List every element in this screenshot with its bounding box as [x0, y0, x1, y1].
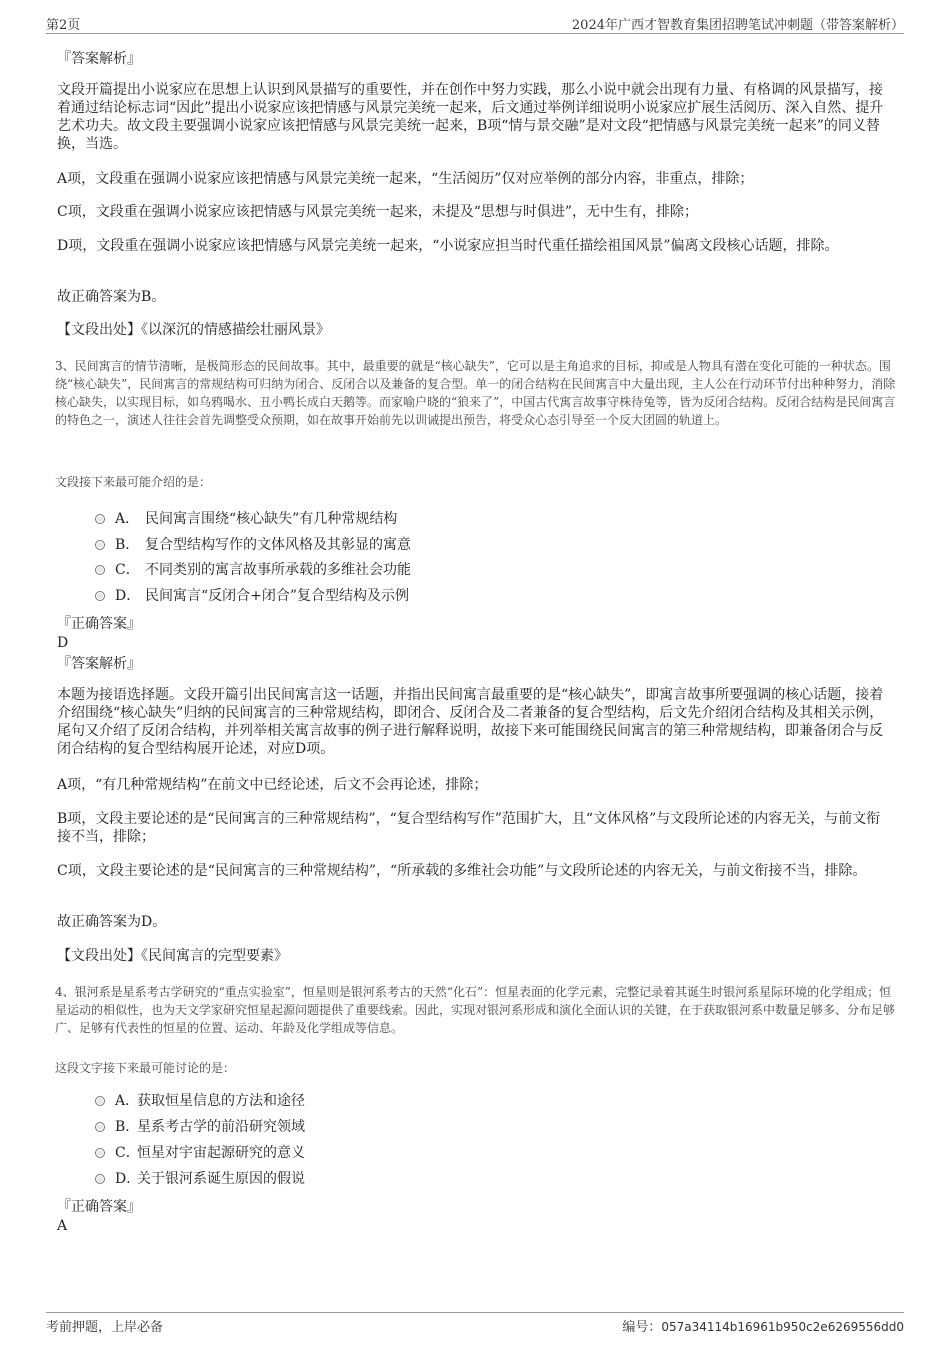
option-text: 民间寓言围绕“核心缺失”有几种常规结构 — [145, 511, 398, 527]
option-d-note: D项，文段重在强调小说家应该把情感与风景完美统一起来，“小说家应担当时代重任描绘祖国风景”偏离文段核心话题，排除。 — [57, 238, 839, 254]
question-3-option-d[interactable] — [95, 587, 409, 605]
option-text: 不同类别的寓言故事所承载的多维社会功能 — [145, 562, 411, 578]
option-key: A． — [115, 511, 140, 527]
question-4-prompt: 这段文字接下来最可能讨论的是： — [55, 1061, 236, 1075]
page-footer — [46, 1312, 904, 1338]
option-key: D． — [115, 588, 141, 604]
passage-source: 【文段出处】《以深沉的情感描绘壮丽风景》 — [57, 322, 330, 338]
question-4-passage: 4、银河系是星系考古学研究的“重点实验室”，恒星则是银河系考古的天然“化石”：恒星表面的化学元素，完整记录着其诞生时银河系星际环境的化学组成；恒星运动的相似性，也为天文学家研究恒星起源问题提供了重要线索。因此，实现对银河系形成和演化全面认识的关键，在于获取银河系中数量足够多、分布足够广、足够有代表性的恒星的位置、运动、年龄及化学组成等信息。 — [55, 985, 896, 1035]
option-a-note: A项，文段重在强调小说家应该把情感与风景完美统一起来，“生活阅历”仅对应举例的部分内容，非重点，排除； — [57, 171, 754, 187]
code-value: 057a34114b16961b950c2e6269556dd0 — [661, 1320, 904, 1334]
question-4-option-b[interactable] — [95, 1118, 305, 1136]
option-text: 星系考古学的前沿研究领域 — [137, 1119, 305, 1135]
answer-value: D — [57, 635, 69, 651]
option-text: 关于银河系诞生原因的假说 — [137, 1171, 305, 1187]
question-4-option-c[interactable] — [95, 1144, 305, 1162]
radio-icon[interactable] — [95, 514, 105, 524]
answer-label: 『正确答案』 — [57, 1199, 141, 1215]
question-3-passage: 3、民间寓言的情节清晰，是极简形态的民间故事。其中，最重要的就是“核心缺失”，它可以是主角追求的目标，抑或是人物具有潜在变化可能的一种状态。围绕“核心缺失”，民间寓言的常规结构可归纳为闭合、反闭合以及兼备的复合型。单一的闭合结构在民间寓言中大量出现，主人公在行动环节付出种种努力，消除核心缺失，以实现目标，如乌鸦喝水、丑小鸭长成白天鹅等。而家喻户晓的“狼来了”，中国古代寓言故事守株待兔等，皆为反闭合结构。反闭合结构是民间寓言的特色之一，演述人往往会首先调整受众预期，如在故事开始前先以训诫提出预告，将受众心态引导至一个反大团圆的轨道上。 — [55, 359, 896, 427]
option-a-note: A项，“有几种常规结构”在前文中已经论述，后文不会再论述，排除； — [57, 777, 488, 793]
question-3-option-c[interactable] — [95, 561, 411, 579]
code-label: 编号： — [622, 1320, 662, 1335]
option-key: C． — [115, 562, 140, 578]
analysis-label: 『答案解析』 — [57, 656, 141, 672]
option-text: 民间寓言“反闭合+闭合”复合型结构及示例 — [145, 588, 410, 604]
analysis-label: 『答案解析』 — [57, 51, 141, 67]
radio-icon[interactable] — [95, 591, 105, 601]
radio-icon[interactable] — [95, 1122, 105, 1132]
radio-icon[interactable] — [95, 1148, 105, 1158]
analysis-text: 本题为接语选择题。文段开篇引出民间寓言这一话题，并指出民间寓言最重要的是“核心缺失”，即寓言故事所要强调的核心话题，接着介绍围绕“核心缺失”归纳的民间寓言的三种常规结构，即闭合、反闭合及二者兼备的复合型结构，后文先介绍闭合结构及其相关示例，尾句又介绍了反闭合结构，并列举相关寓言故事的例子进行解释说明，故接下来可能围绕民间寓言的第三种常规结构，即兼备闭合与反闭合结构的复合型结构展开论述，对应D项。 — [57, 687, 884, 757]
radio-icon[interactable] — [95, 1174, 105, 1184]
option-key: D． — [115, 1171, 141, 1187]
option-text: 恒星对宇宙起源研究的意义 — [137, 1145, 305, 1161]
option-c-note: C项，文段主要论述的是“民间寓言的三种常规结构”，“所承载的多维社会功能”与文段所论述的内容无关，与前文衔接不当，排除。 — [57, 863, 867, 879]
conclusion: 故正确答案为D。 — [57, 914, 167, 930]
option-text: 复合型结构写作的文体风格及其彰显的寓意 — [145, 537, 411, 553]
option-b-note: B项，文段主要论述的是“民间寓言的三种常规结构”，“复合型结构写作”范围扩大，且“文体风格”与文段所论述的内容无关，与前文衔接不当，排除； — [57, 811, 881, 845]
question-3-option-b[interactable] — [95, 536, 411, 554]
footer-slogan: 考前押题，上岸必备 — [46, 1320, 164, 1335]
answer-value: A — [57, 1218, 68, 1234]
option-key: A． — [115, 1093, 140, 1109]
option-key: C． — [115, 1145, 140, 1161]
option-key: B． — [115, 537, 140, 553]
page-number: 第2页 — [46, 18, 81, 33]
question-3-prompt: 文段接下来最可能介绍的是： — [55, 475, 212, 489]
conclusion: 故正确答案为B。 — [57, 289, 166, 305]
page-header — [46, 12, 904, 34]
question-3-option-a[interactable] — [95, 510, 397, 528]
answer-label: 『正确答案』 — [57, 616, 141, 632]
question-4-option-a[interactable] — [95, 1092, 305, 1110]
analysis-text: 文段开篇提出小说家应在思想上认识到风景描写的重要性，并在创作中努力实践，那么小说中就会出现有力量、有格调的风景描写，接着通过结论标志词“因此”提出小说家应该把情感与风景完美统一起来，后文通过举例详细说明小说家应扩展生活阅历、深入自然、提升艺术功夫。故文段主要强调小说家应该把情感与风景完美统一起来，B项“情与景交融”是对文段“把情感与风景完美统一起来”的同义替换，当选。 — [57, 82, 884, 152]
passage-source: 【文段出处】《民间寓言的完型要素》 — [57, 948, 288, 964]
document-title: 2024年广西才智教育集团招聘笔试冲刺题（带答案解析） — [571, 18, 904, 33]
radio-icon[interactable] — [95, 1096, 105, 1106]
option-key: B． — [115, 1119, 140, 1135]
radio-icon[interactable] — [95, 540, 105, 550]
option-c-note: C项，文段重在强调小说家应该把情感与风景完美统一起来，未提及“思想与时俱进”，无中生有，排除； — [57, 204, 699, 220]
question-4-option-d[interactable] — [95, 1170, 305, 1188]
radio-icon[interactable] — [95, 565, 105, 575]
document-code — [622, 1316, 904, 1335]
option-text: 获取恒星信息的方法和途径 — [137, 1093, 305, 1109]
